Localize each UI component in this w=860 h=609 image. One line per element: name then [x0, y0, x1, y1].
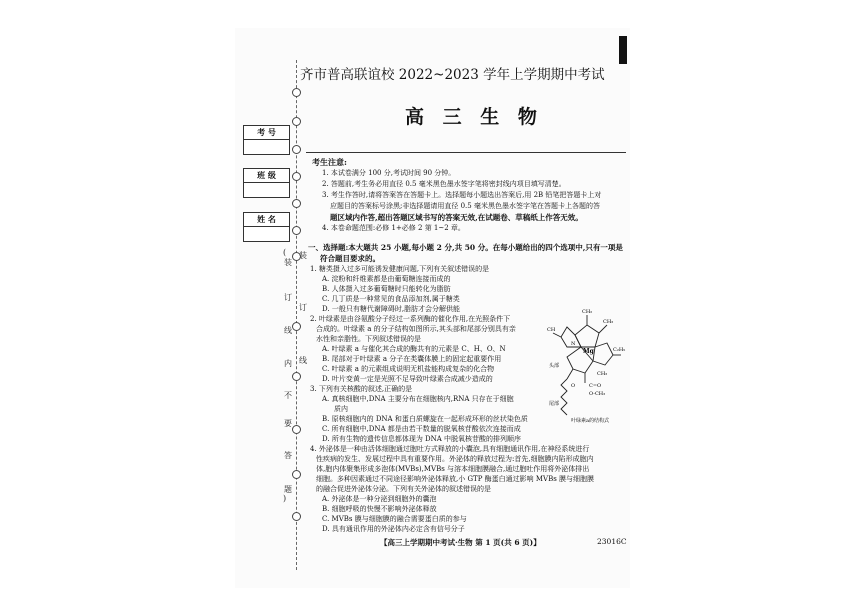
binding-hole	[292, 199, 301, 208]
binding-hole	[292, 322, 301, 331]
binding-hole	[292, 145, 301, 154]
structure-label: N	[571, 341, 576, 347]
question-option: A. 淀粉和纤维素都是由葡萄糖连接而成的	[322, 275, 451, 283]
header-divider	[306, 152, 626, 153]
exam-number-field[interactable]	[244, 140, 289, 154]
side-chain-bond	[553, 333, 561, 337]
question-option: A. 真核细胞中,DNA 主要分布在细胞核内,RNA 只存在于细胞	[322, 395, 514, 403]
question-option: C. 几丁质是一种常见的食品添加剂,属于糖类	[322, 295, 460, 303]
binding-note-char: 题	[284, 485, 292, 494]
scan-edge-shadow	[619, 36, 627, 64]
section-heading: 一、选择题:本大题共 25 小题,每小题 2 分,共 50 分。在每小题给出的四个选项中,只有一项是	[308, 243, 623, 252]
notice-item: 3. 考生作答时,请将答案答在答题卡上。选择题每小题选出答案后,用 2B 铅笔把答题卡上对	[322, 191, 602, 199]
question-stem: 3. 下列有关核酸的叙述,正确的是	[310, 385, 413, 393]
structure-label: CH₃	[597, 371, 608, 377]
question-stem: 1. 糖类摄入过多可能诱发健康问题,下列有关叙述错误的是	[310, 265, 490, 273]
side-chain-bond	[599, 325, 607, 333]
binding-hole	[292, 470, 301, 479]
binding-note-char: 线	[299, 356, 307, 365]
paper-code: 23016C	[597, 537, 627, 546]
question-stem: 4. 外泌体是一种由活体细胞通过胞吐方式释放的小囊泡,具有细胞通讯作用,在神经系统进行	[310, 445, 590, 453]
binding-hole	[292, 88, 301, 97]
structure-label: O-CH₃	[589, 391, 606, 397]
chlorophyll-a-structure-diagram	[547, 305, 627, 423]
porphyrin-ring-bond	[575, 325, 599, 347]
question-option: C. 叶绿素 a 的元素组成说明无机盐能构成复杂的化合物	[322, 365, 495, 373]
binding-note-char: 不	[284, 391, 292, 400]
binding-note-char: 内	[284, 359, 292, 368]
exam-number-box	[243, 125, 290, 155]
name-field[interactable]	[244, 227, 289, 241]
binding-note-char: 订	[284, 293, 292, 302]
question-option: D. 叶片变黄一定是光照不足导致叶绿素合成减少造成的	[322, 375, 493, 383]
binding-hole	[292, 425, 301, 434]
notice-item: 1. 本试卷满分 100 分,考试时间 90 分钟。	[322, 169, 456, 177]
question-stem: 性疾病的发生、发展过程中具有重要作用。外泌体的释放过程为:首先,细胞膜内陷形成胞内	[316, 455, 594, 463]
binding-hole	[292, 226, 301, 235]
structure-label: 尾部	[549, 401, 560, 407]
binding-hole	[292, 172, 301, 181]
question-option: B. 原核细胞内的 DNA 和蛋白质螺旋在一起形成环形的丝状染色质	[322, 415, 528, 423]
question-option: D. 一般只有糖代谢障碍时,脂肪才会分解供能	[322, 305, 461, 313]
structure-label: CH	[547, 327, 556, 333]
binding-note-char: (	[283, 248, 287, 257]
class-box	[243, 168, 290, 198]
binding-note-char: 线	[284, 326, 292, 335]
question-option: D. 具有通讯作用的外泌体内必定含有信号分子	[322, 525, 465, 533]
question-option: D. 所有生物的遗传信息都体现为 DNA 中脱氧核苷酸的排列顺序	[322, 435, 522, 443]
structure-label: CH₃	[603, 319, 614, 325]
question-stem: 2. 叶绿素是由谷氨酸分子经过一系列酶的催化作用,在光照条件下	[310, 315, 511, 323]
question-option: A. 外泌体是一种分泌到细胞外的囊泡	[322, 495, 437, 503]
exam-title: 齐市普高联谊校 2022~2023 学年上学期期中考试	[300, 67, 605, 83]
structure-label: CH₂	[582, 309, 593, 315]
page-footer: 【高三上学期期中考试·生物 第 1 页(共 6 页)】	[380, 538, 541, 547]
side-chain-bond	[567, 369, 573, 379]
structure-label: 头部	[549, 363, 560, 369]
name-box	[243, 212, 290, 242]
phytol-tail	[561, 379, 567, 415]
notice-heading: 考生注意:	[312, 157, 347, 167]
notice-item: 2. 答题前,考生务必用直径 0.5 毫米黑色墨水签字笔将密封线内项目填写清楚。	[322, 180, 566, 188]
notice-item: 应题目的答案标号涂黑;非选择题请用直径 0.5 毫米黑色墨水签字笔在答题卡上各题的答	[330, 202, 600, 210]
question-option: B. 细胞呼吸的快慢不影响外泌体释放	[322, 505, 437, 513]
binding-note-char: 订	[299, 303, 307, 312]
binding-hole	[292, 372, 301, 381]
binding-note-char: 装	[284, 258, 292, 267]
question-option: A. 叶绿素 a 与催化其合成的酶共有的元素是 C、H、O、N	[322, 345, 506, 353]
notice-item: 4. 本卷命题范围:必修 1+必修 2 第 1~2 章。	[322, 224, 465, 232]
binding-line	[296, 60, 297, 570]
name-label: 姓 名	[244, 213, 289, 227]
structure-label: Mg	[583, 348, 594, 355]
structure-label: C=O	[589, 383, 602, 389]
structure-label: C₂H₅	[613, 347, 626, 353]
class-label: 班 级	[244, 169, 289, 183]
section-heading-cont: 符合题目要求的。	[320, 254, 380, 263]
subject-title: 高 三 生 物	[405, 106, 543, 128]
binding-note-char: 装	[299, 251, 307, 260]
question-option: C. MVBs 膜与细胞膜的融合需要蛋白质的参与	[322, 515, 467, 523]
binding-note-char: 要	[284, 419, 292, 428]
question-stem: 水性和亲脂性。下列叙述错误的是	[316, 335, 421, 343]
question-option-cont: 质内	[334, 405, 348, 413]
binding-note-char: )	[283, 494, 287, 503]
structure-label: O	[571, 383, 576, 389]
notice-item: 题区域内作答,超出答题区域书写的答案无效,在试题卷、草稿纸上作答无效。	[330, 213, 583, 222]
binding-hole	[292, 512, 301, 521]
question-stem: 体,胞内体聚集形成多泡体(MVBs),MVBs 与溶本细胞膜融合,通过胞吐作用将外泌体排出	[316, 465, 590, 473]
question-option: B. 尾部对于叶绿素 a 分子在类囊体膜上的固定起重要作用	[322, 355, 502, 363]
question-option: C. 所有细胞中,DNA 都是由若干数量的脱氧核苷酸依次连接而成	[322, 425, 521, 433]
binding-note-char: 答	[284, 451, 292, 460]
question-stem: 细胞。多种因素通过不同途径影响外泌体释放,小 GTP 酶蛋白通过影响 MVBs 膜与细胞膜	[316, 475, 595, 483]
figure-caption: 叶绿素a的结构式	[571, 418, 609, 423]
class-field[interactable]	[244, 183, 289, 197]
question-option: B. 人体摄入过多葡萄糖时只能转化为脂肪	[322, 285, 451, 293]
exam-number-label: 考 号	[244, 126, 289, 140]
question-stem: 的融合促进外泌体分泌。下列有关外泌体的叙述错误的是	[316, 485, 491, 493]
porphyrin-ring-bond	[593, 343, 613, 365]
binding-hole	[292, 117, 301, 126]
question-stem: 合成的。叶绿素 a 的分子结构如图所示,其头部和尾部分别具有亲	[316, 325, 516, 333]
